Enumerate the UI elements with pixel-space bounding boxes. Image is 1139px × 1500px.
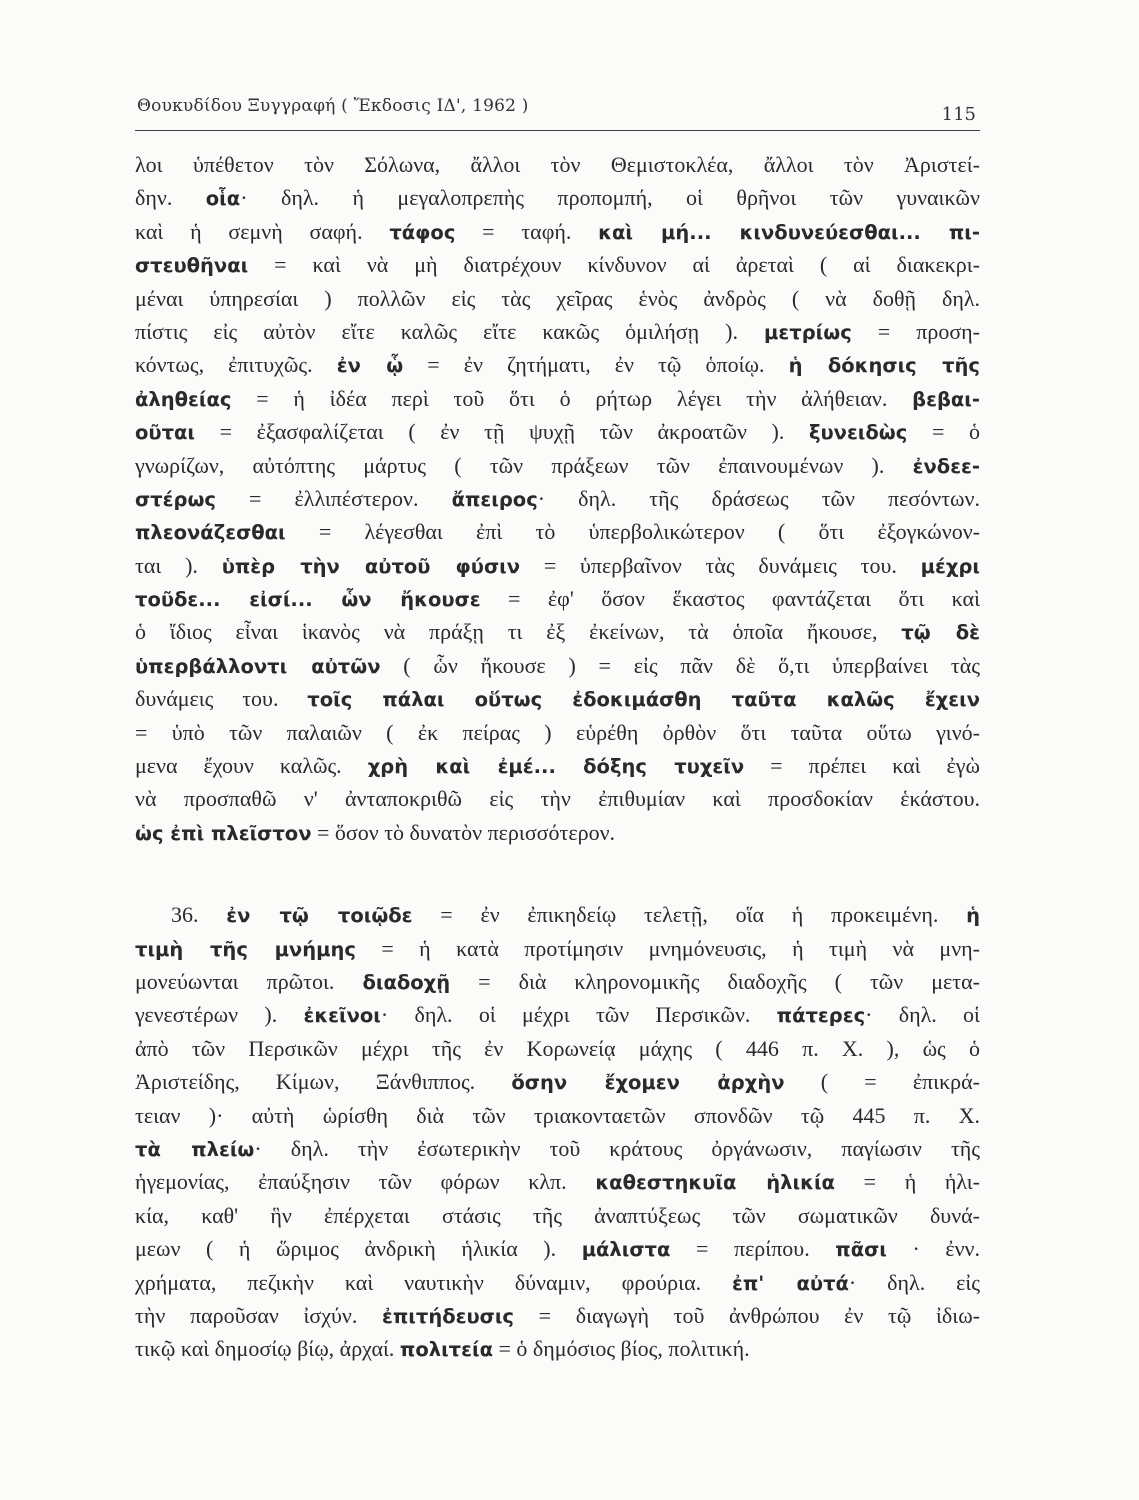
gloss-text: = πρέπει καὶ ἐγὼ	[744, 753, 980, 779]
gloss-text: ( ὧν ἤκουσε ) = εἰς πᾶν δὲ ὅ,τι ὑπερβαίνει τὰς	[380, 652, 980, 678]
gloss-text: δυνάμεις του.	[135, 686, 308, 712]
gloss-text: καὶ ἡ σεμνὴ σαφή.	[135, 218, 390, 244]
text-line	[135, 649, 980, 682]
lemma-term: στευθῆναι	[135, 254, 249, 278]
lemma-term: καθεστηκυῖα ἡλικία	[595, 1171, 835, 1195]
gloss-text: = ὑπερβαῖνον τὰς δυνάμεις του.	[520, 552, 921, 578]
gloss-text: μέναι ὑπηρεσίαι ) πολλῶν εἰς τὰς χεῖρας ἑνὸς ἀνδρὸς ( νὰ δοθῇ δηλ.	[135, 285, 980, 311]
gloss-text: χρήματα, πεζικὴν καὶ ναυτικὴν δύναμιν, φρούρια.	[135, 1269, 733, 1295]
gloss-text: ὁ ἴδιος εἶναι ἱκανὸς νὰ πράξῃ τι ἐξ ἐκείνων, τὰ ὁποῖα ἤκουσε,	[135, 619, 902, 645]
lemma-term: ἐν τῷ τοιῷδε	[226, 904, 413, 928]
text-line	[135, 1032, 980, 1065]
text-line	[135, 1132, 980, 1165]
gloss-text: ἀπὸ τῶν Περσικῶν μέχρι τῆς ἐν Κορωνείᾳ μάχης ( 446 π. Χ. ), ὡς ὁ	[135, 1035, 980, 1061]
running-title: Θουκυδίδου Ξυγγραφή ( Ἔκδοσις ΙΔ', 1962 )	[137, 96, 529, 116]
gloss-text: μενα ἔχουν καλῶς.	[135, 753, 368, 779]
lemma-term: ἐν ᾧ	[336, 354, 404, 378]
lemma-term: ἄπειρος	[451, 487, 538, 511]
gloss-text: Ἀριστείδης, Κίμων, Ξάνθιππος.	[135, 1069, 512, 1095]
lemma-term: πάτερες	[776, 1004, 866, 1028]
lemma-term: ξυνειδὼς	[808, 421, 908, 445]
gloss-text: = καὶ νὰ μὴ διατρέχουν κίνδυνον αἱ ἀρεταὶ ( αἱ διακεκρι-	[248, 252, 980, 278]
gloss-text: κόντως, ἐπιτυχῶς.	[135, 352, 337, 378]
text-line	[135, 1266, 980, 1299]
gloss-text: τειαν )· αὐτὴ ὡρίσθη διὰ τῶν τριακονταετῶν σπονδῶν τῷ 445 π. Χ.	[135, 1102, 980, 1128]
text-line	[135, 1065, 980, 1098]
gloss-text: = ὁ	[907, 419, 980, 445]
lemma-term: μάλιστα	[581, 1238, 671, 1262]
text-line	[135, 482, 980, 515]
text-line	[135, 215, 980, 248]
gloss-text: = περίπου.	[670, 1236, 836, 1262]
text-line	[135, 348, 980, 381]
gloss-text: ται ).	[135, 552, 222, 578]
gloss-text: = ὑπὸ τῶν παλαιῶν ( ἐκ πείρας ) εὑρέθη ὀρθὸν ὅτι ταῦτα οὕτω γινό-	[135, 719, 980, 745]
text-line	[135, 515, 980, 548]
gloss-text: · δηλ. οἱ	[865, 1002, 980, 1028]
gloss-text: = διαγωγὴ τοῦ ἀνθρώπου ἐν τῷ ἰδιω-	[513, 1302, 980, 1328]
gloss-text: = ἡ κατὰ προτίμησιν μνημόνευσις, ἡ τιμὴ νὰ μνη-	[355, 935, 980, 961]
lemma-term: ὑπὲρ τὴν αὐτοῦ φύσιν	[221, 554, 521, 578]
lemma-term: οἷα	[205, 187, 241, 211]
text-line	[135, 898, 980, 931]
gloss-text: · δηλ. ἡ μεγαλοπρεπὴς προπομπή, οἱ θρῆνοι τῶν γυναικῶν	[240, 185, 980, 211]
gloss-text: = ἡ ἰδέα περὶ τοῦ ὅτι ὁ ρήτωρ λέγει τὴν ἀλήθειαν.	[231, 385, 913, 411]
text-line	[135, 998, 980, 1031]
lemma-term: τάφος	[389, 220, 456, 244]
page-number: 115	[941, 104, 976, 125]
text-line	[135, 615, 980, 648]
gloss-text: = ἡ ἡλι-	[834, 1169, 980, 1195]
lemma-term: διαδοχῇ	[362, 970, 451, 994]
lemma-term: ὑπερβάλλοντι αὐτῶν	[135, 654, 381, 678]
gloss-text: = προση-	[851, 318, 980, 344]
gloss-text: · ἐνν.	[886, 1236, 980, 1262]
lemma-term: τιμὴ τῆς μνήμης	[135, 937, 356, 961]
text-line	[135, 181, 980, 214]
lemma-term: χρὴ καὶ ἐμέ... δόξης τυχεῖν	[367, 755, 745, 779]
gloss-text: λοι ὑπέθετον τὸν Σόλωνα, ἄλλοι τὸν Θεμιστοκλέα, ἄλλοι τὸν Ἀριστεί-	[135, 152, 980, 177]
text-line	[135, 1099, 980, 1132]
lemma-term: τὰ πλείω	[135, 1137, 255, 1161]
gloss-text: = λέγεσθαι ἐπὶ τὸ ὑπερβολικώτερον ( ὅτι ἐξογκώνον-	[285, 519, 980, 545]
gloss-text: = ἐξασφαλίζεται ( ἐν τῇ ψυχῇ τῶν ἀκροατῶν ).	[195, 419, 809, 445]
text-line	[135, 1332, 980, 1365]
text-line	[135, 582, 980, 615]
lemma-term: ἐπιτήδευσις	[382, 1304, 514, 1328]
gloss-text: πίστις εἰς αὐτὸν εἴτε καλῶς εἴτε κακῶς ὁμιλήσῃ ).	[135, 318, 765, 344]
text-line	[135, 1299, 980, 1332]
gloss-text: · δηλ. τῆς δράσεως τῶν πεσόντων.	[537, 485, 980, 511]
gloss-text: = ὁ δημόσιος βίος, πολιτική.	[492, 1336, 750, 1362]
lemma-term: μετρίως	[764, 320, 852, 344]
lemma-term: πολιτεία	[399, 1338, 493, 1362]
text-line	[135, 148, 980, 181]
gloss-text: · δηλ. οἱ μέχρι τῶν Περσικῶν.	[380, 1002, 777, 1028]
running-head	[135, 90, 980, 131]
text-line	[135, 716, 980, 749]
gloss-text: ἡγεμονίας, ἐπαύξησιν τῶν φόρων κλπ.	[135, 1169, 596, 1195]
lemma-term: βεβαι-	[912, 387, 980, 411]
lemma-term: ἡ	[966, 904, 980, 928]
lemma-term: τοῦδε... εἰσί... ὧν ἤκουσε	[135, 588, 481, 612]
gloss-text: τὴν παροῦσαν ἰσχύν.	[135, 1302, 383, 1328]
text-line	[135, 1199, 980, 1232]
text-line	[135, 415, 980, 448]
gloss-text: = ἐφ' ὅσον ἕκαστος φαντάζεται ὅτι καὶ	[480, 586, 980, 612]
text-line	[135, 549, 980, 582]
lemma-term: ἀληθείας	[135, 387, 232, 411]
lemma-term: τῷ δὲ	[901, 621, 980, 645]
gloss-text: μεων ( ἡ ὥριμος ἀνδρικὴ ἡλικία ).	[135, 1236, 582, 1262]
lemma-term: ἐπ' αὐτά	[732, 1271, 849, 1295]
gloss-text: μονεύωνται πρῶτοι.	[135, 968, 363, 994]
lemma-term: καὶ μή... κινδυνεύεσθαι... πι-	[598, 220, 980, 244]
lemma-term: ὅσην ἔχομεν ἀρχὴν	[511, 1071, 785, 1095]
gloss-text: = ἐν ζητήματι, ἐν τῷ ὁποίῳ.	[403, 352, 789, 378]
lemma-term: ἡ δόκησις τῆς	[788, 354, 980, 378]
lemma-term: ὡς ἐπὶ πλεῖστον	[135, 821, 312, 845]
text-line	[135, 1232, 980, 1265]
gloss-text: = ταφή.	[455, 218, 599, 244]
text-line	[135, 782, 980, 815]
gloss-text: τικῷ καὶ δημοσίῳ βίῳ, ἀρχαί.	[135, 1336, 400, 1362]
text-line	[135, 282, 980, 315]
text-line	[135, 816, 980, 849]
text-line	[135, 315, 980, 348]
text-line	[135, 449, 980, 482]
gloss-text: 36.	[171, 902, 227, 928]
gloss-text: = διὰ κληρονομικῆς διαδοχῆς ( τῶν μετα-	[450, 968, 980, 994]
lemma-term: οῦται	[135, 421, 196, 445]
gloss-text: = ἐλλιπέστερον.	[215, 485, 452, 511]
gloss-text: νὰ προσπαθῶ ν' ἀνταποκριθῶ εἰς τὴν ἐπιθυμίαν καὶ προσδοκίαν ἑκάστου.	[135, 786, 980, 812]
lemma-term: τοῖς πάλαι οὕτως ἐδοκιμάσθη ταῦτα καλῶς ἔχειν	[307, 688, 980, 712]
text-line	[135, 749, 980, 782]
gloss-text: = ὅσον τὸ δυνατὸν περισσότερον.	[311, 819, 616, 845]
lemma-term: στέρως	[135, 487, 216, 511]
gloss-text: = ἐν ἐπικηδείῳ τελετῇ, οἵα ἡ προκειμένη.	[412, 902, 967, 928]
lemma-term: πᾶσι	[835, 1238, 887, 1262]
lemma-term: πλεονάζεσθαι	[135, 521, 286, 545]
text-line	[135, 932, 980, 965]
text-line	[135, 682, 980, 715]
lemma-term: ἐνδεε-	[912, 454, 980, 478]
gloss-text: · δηλ. τὴν ἐσωτερικὴν τοῦ κράτους ὀργάνωσιν, παγίωσιν τῆς	[254, 1135, 980, 1161]
text-line	[135, 1165, 980, 1198]
lemma-term: μέχρι	[920, 554, 980, 578]
gloss-text: · δηλ. εἰς	[848, 1269, 980, 1295]
commentary-text	[135, 148, 980, 1366]
text-line	[135, 248, 980, 281]
gloss-text: δην.	[135, 185, 206, 211]
text-line	[135, 965, 980, 998]
gloss-text: ( = ἐπικρά-	[784, 1069, 980, 1095]
gloss-text: κία, καθ' ἣν ἐπέρχεται στάσις τῆς ἀναπτύξεως τῶν σωματικῶν δυνά-	[135, 1202, 980, 1228]
text-line	[135, 382, 980, 415]
paragraph-gap	[135, 849, 980, 898]
lemma-term: ἐκεῖνοι	[303, 1004, 381, 1028]
gloss-text: γνωρίζων, αὐτόπτης μάρτυς ( τῶν πράξεων τῶν ἐπαινουμένων ).	[135, 452, 913, 478]
gloss-text: γενεστέρων ).	[135, 1002, 304, 1028]
